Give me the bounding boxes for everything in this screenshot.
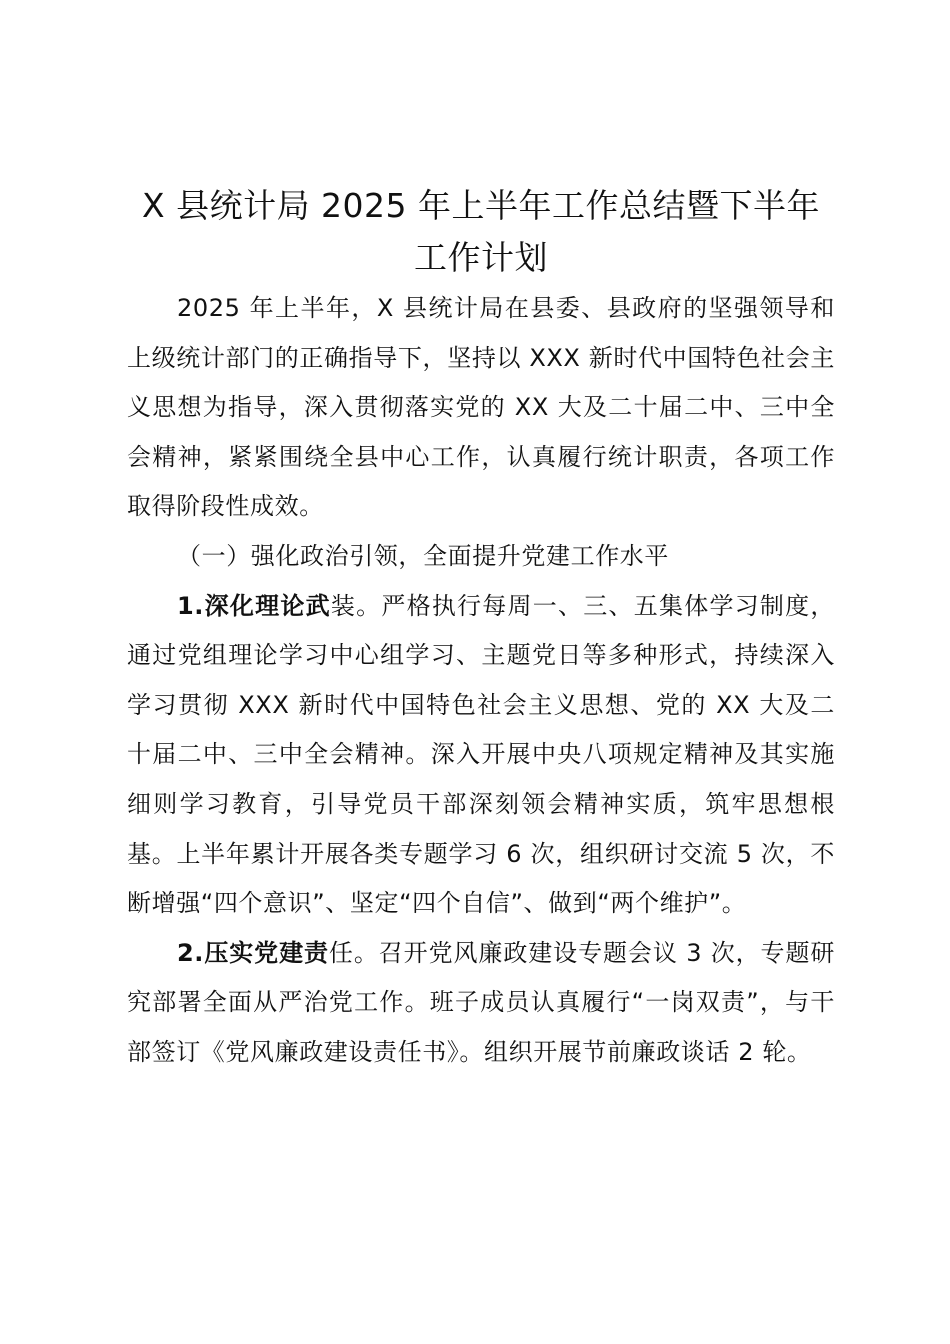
document-title: X 县统计局 2025 年上半年工作总结暨下半年工作计划 (141, 186, 821, 277)
item-1-paragraph (127, 582, 835, 929)
item-2-lead: 2.压实党建责 (177, 938, 329, 967)
item-1-lead: 1.深化理论武 (177, 591, 331, 620)
section-heading: （一）强化政治引领，全面提升党建工作水平 (177, 541, 669, 570)
document-page (127, 180, 835, 1078)
item-2-paragraph (127, 929, 835, 1078)
intro-paragraph: 2025 年上半年，X 县统计局在县委、县政府的坚强领导和上级统计部门的正确指导下，坚持以 XXX 新时代中国特色社会主义思想为指导，深入贯彻落实党的 XX 大及二十届二中、三中全会精神，紧紧围绕全县中心工作，认真履行统计职责，各项工作取得阶段性成效。 (127, 294, 835, 521)
item-2-body: 任。召开党风廉政建设专题会议 3 次，专题研究部署全面从严治党工作。班子成员认真履行“一岗双责”，与干部签订《党风廉政建设责任书》。组织开展节前廉政谈话 2 轮。 (127, 938, 835, 1066)
item-1-body: 装。严格执行每周一、三、五集体学习制度，通过党组理论学习中心组学习、主题党日等多种形式，持续深入学习贯彻 XXX 新时代中国特色社会主义思想、党的 XX 大及二十届二中、三中全会精神。深入开展中央八项规定精神及其实施细则学习教育，引导党员干部深刻领会精神实质，筑牢思想根基。上半年累计开展各类专题学习 6 次，组织研讨交流 5 次，不断增强“四个意识”、坚定“四个自信”、做到“两个维护”。 (127, 591, 835, 918)
